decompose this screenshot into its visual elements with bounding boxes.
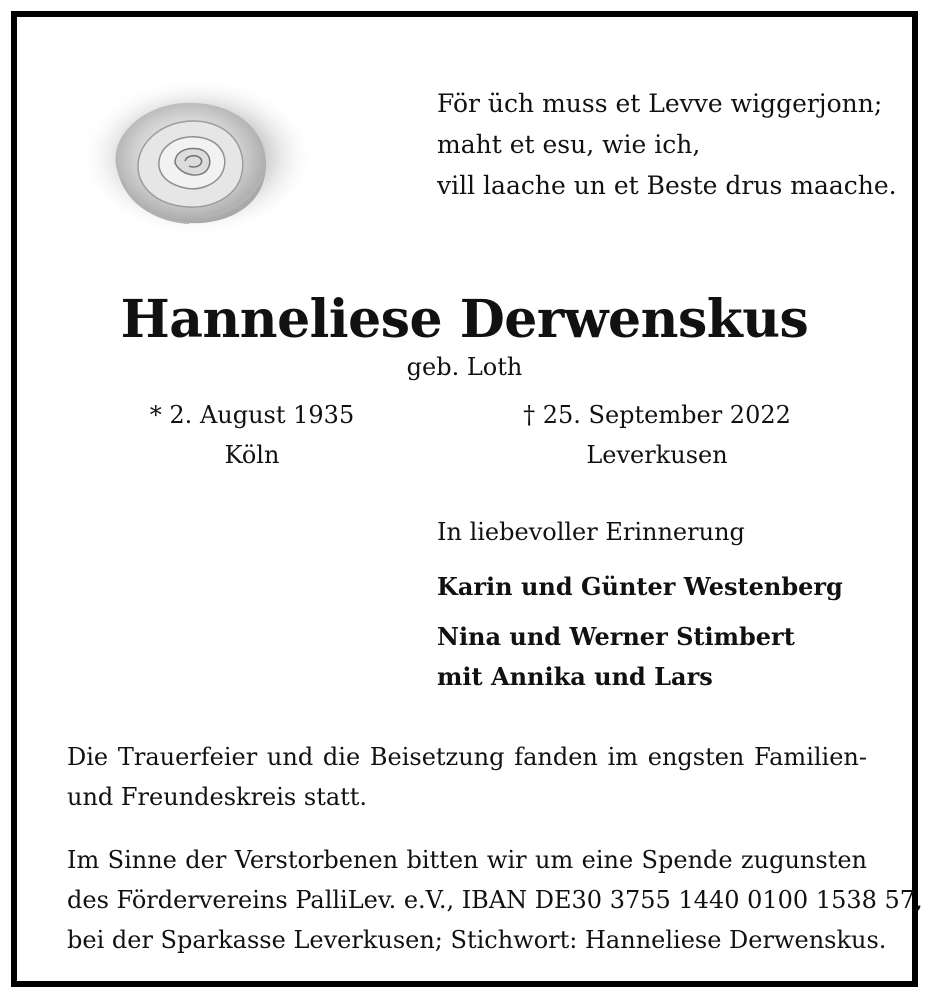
motto-line: maht et esu, wie ich,: [437, 130, 701, 159]
death-info: [512, 395, 802, 475]
mourners-intro: In liebevoller Erinnerung: [437, 518, 745, 546]
maiden-name: geb. Loth: [406, 353, 523, 381]
motto-line: vill laache un et Beste drus maache.: [437, 171, 897, 200]
motto-verse: [437, 83, 907, 206]
notice-line: und Freundeskreis statt.: [67, 783, 368, 811]
family-group: [437, 567, 897, 607]
donation-notice: [67, 840, 923, 960]
motto-line: För üch muss et Levve wiggerjonn;: [437, 89, 883, 118]
birth-date: * 2. August 1935: [149, 401, 355, 429]
birth-info: [127, 395, 377, 475]
deceased-name: Hanneliese Derwenskus: [120, 289, 809, 350]
funeral-notice: [67, 737, 867, 817]
mourners-block: [437, 517, 897, 707]
family-line: Karin und Günter Westenberg: [437, 572, 843, 601]
obituary-frame: [11, 11, 923, 987]
birth-place: Köln: [224, 441, 280, 469]
notice-line: Die Trauerfeier und die Beisetzung fanden im engsten Familien-: [67, 743, 867, 771]
notice-line: Im Sinne der Verstorbenen bitten wir um eine Spende zugunsten: [67, 846, 867, 874]
family-line: mit Annika und Lars: [437, 662, 713, 691]
family-group: [437, 617, 897, 697]
rose-icon: [77, 75, 317, 240]
death-date: † 25. September 2022: [523, 401, 791, 429]
death-place: Leverkusen: [586, 441, 728, 469]
family-line: Nina und Werner Stimbert: [437, 622, 795, 651]
notice-line: bei der Sparkasse Leverkusen; Stichwort: Hanneliese Derwenskus.: [67, 926, 887, 954]
notice-line: des Fördervereins PalliLev. e.V., IBAN DE30 3755 1440 0100 1538 57,: [67, 886, 923, 914]
